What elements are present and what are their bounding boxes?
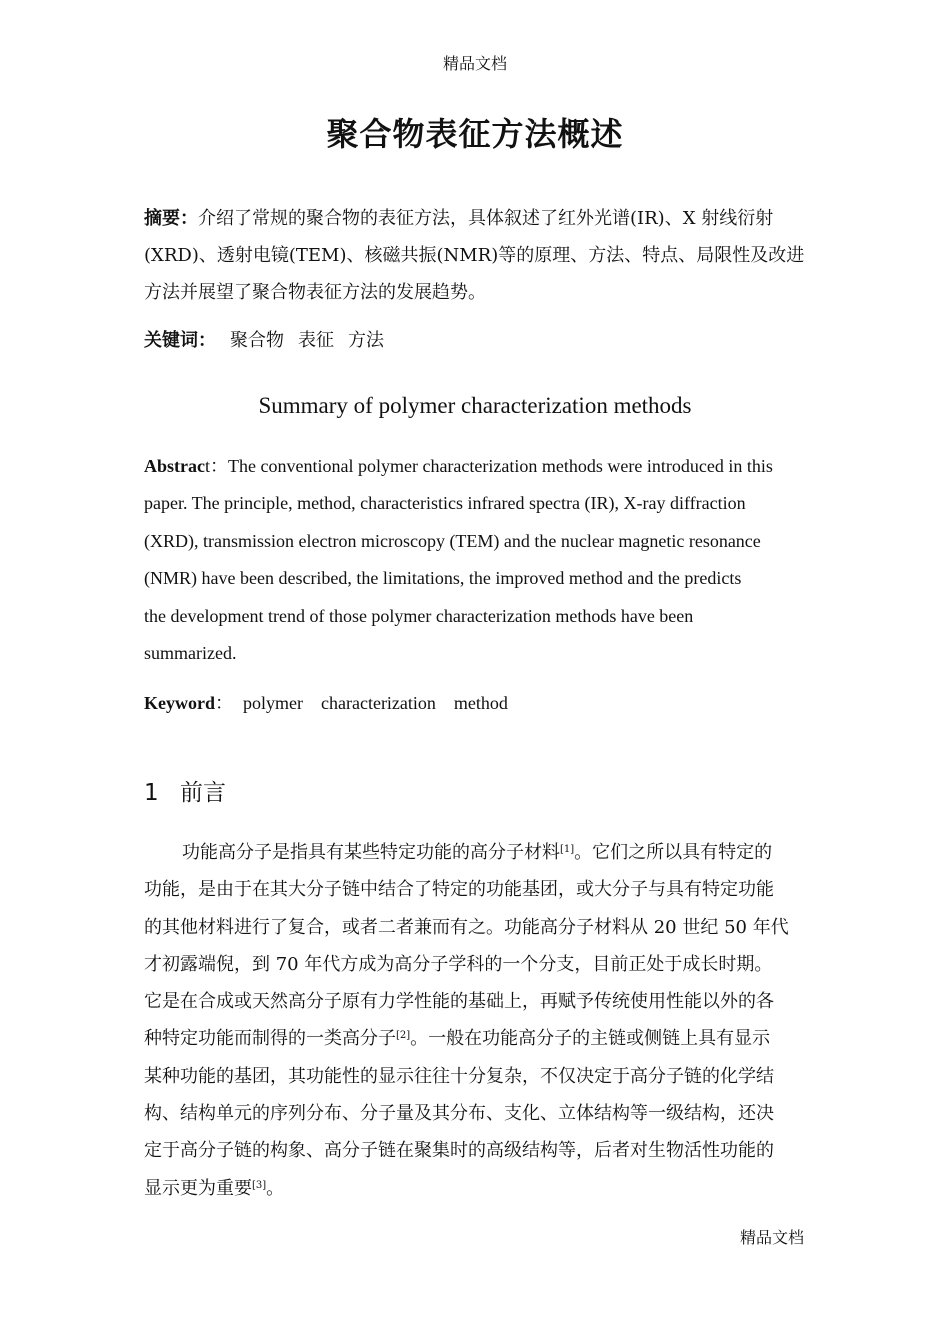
- english-title: Summary of polymer characterization methods: [258, 393, 692, 418]
- chinese-keyword: 方法: [348, 330, 384, 351]
- body-line: 构、结构单元的序列分布、分子量及其分布、支化、立体结构等一级结构，还决: [144, 1103, 774, 1125]
- english-abstract-line: Abstract：The conventional polymer characterization methods were introduced in this: [144, 456, 773, 476]
- chinese-abstract-text: 介绍了常规的聚合物的表征方法，具体叙述了红外光谱(IR)、X 射线衍射(XRD)、透射电镜(TEM)、核磁共振(NMR)等的原理、方法、特点、局限性及改进方法并展望了聚合物表征方法的发展趋势。: [144, 208, 805, 303]
- english-abstract-line: the development trend of those polymer characterization methods have been: [144, 605, 694, 626]
- body-line: 定于高分子链的构象、高分子链在聚集时的高级结构等，后者对生物活性功能的: [144, 1140, 774, 1162]
- body-line: 的其他材料进行了复合，或者二者兼而有之。功能高分子材料从 20 世纪 50 年代: [144, 916, 789, 938]
- body-line: 种特定功能而制得的一类高分子[2]。一般在功能高分子的主链或侧链上具有显示: [144, 1028, 771, 1050]
- english-keywords-colon: ：: [215, 693, 233, 713]
- body-line: 某种功能的基团，其功能性的显示往往十分复杂，不仅决定于高分子链的化学结: [144, 1065, 774, 1087]
- english-abstract-label: Abstrac: [144, 456, 205, 476]
- document-title: 聚合物表征方法概述: [326, 115, 624, 153]
- body-line: 功能高分子是指具有某些特定功能的高分子材料[1]。它们之所以具有特定的: [182, 842, 773, 863]
- chinese-abstract: [144, 200, 808, 311]
- english-keyword: characterization: [321, 693, 436, 713]
- body-line: 才初露端倪，到 70 年代方成为高分子学科的一个分支，目前正处于成长时期。: [144, 953, 773, 975]
- chinese-keywords: [144, 324, 808, 358]
- citation-ref: [2]: [396, 1030, 411, 1042]
- chinese-abstract-label: 摘要：: [144, 208, 198, 229]
- body-line: 功能，是由于在其大分子链中结合了特定的功能基团，或大分子与具有特定功能: [144, 879, 774, 901]
- section-heading: [144, 776, 226, 810]
- page-footer-mark: 精品文档: [740, 1228, 805, 1247]
- section-number: 1: [144, 780, 159, 806]
- english-abstract-label-tail: t：: [205, 456, 229, 476]
- chinese-keyword: 表征: [298, 330, 334, 351]
- english-keywords-label: Keyword: [144, 693, 215, 713]
- english-keyword: method: [453, 693, 508, 713]
- english-abstract: [144, 448, 824, 672]
- english-abstract-line: paper. The principle, method, characteristics infrared spectra (IR), X-ray diffraction: [144, 493, 746, 514]
- section-body: [144, 834, 816, 1207]
- body-line: 显示更为重要[3]。: [144, 1177, 285, 1199]
- english-abstract-line: summarized.: [144, 643, 237, 664]
- chinese-keywords-label: 关键词：: [144, 330, 216, 351]
- citation-ref: [1]: [560, 844, 575, 855]
- section-title: 前言: [180, 780, 226, 806]
- english-abstract-line: (NMR) have been described, the limitations, the improved method and the predicts: [144, 568, 742, 589]
- body-line: 它是在合成或天然高分子原有力学性能的基础上，再赋予传统使用性能以外的各: [144, 991, 774, 1013]
- english-keywords: [144, 688, 808, 718]
- chinese-keyword: 聚合物: [230, 330, 284, 351]
- english-keyword: polymer: [243, 693, 303, 713]
- page-header-mark: 精品文档: [442, 54, 507, 73]
- english-abstract-line: (XRD), transmission electron microscopy (TEM) and the nuclear magnetic resonance: [144, 530, 761, 551]
- citation-ref: [3]: [252, 1179, 267, 1191]
